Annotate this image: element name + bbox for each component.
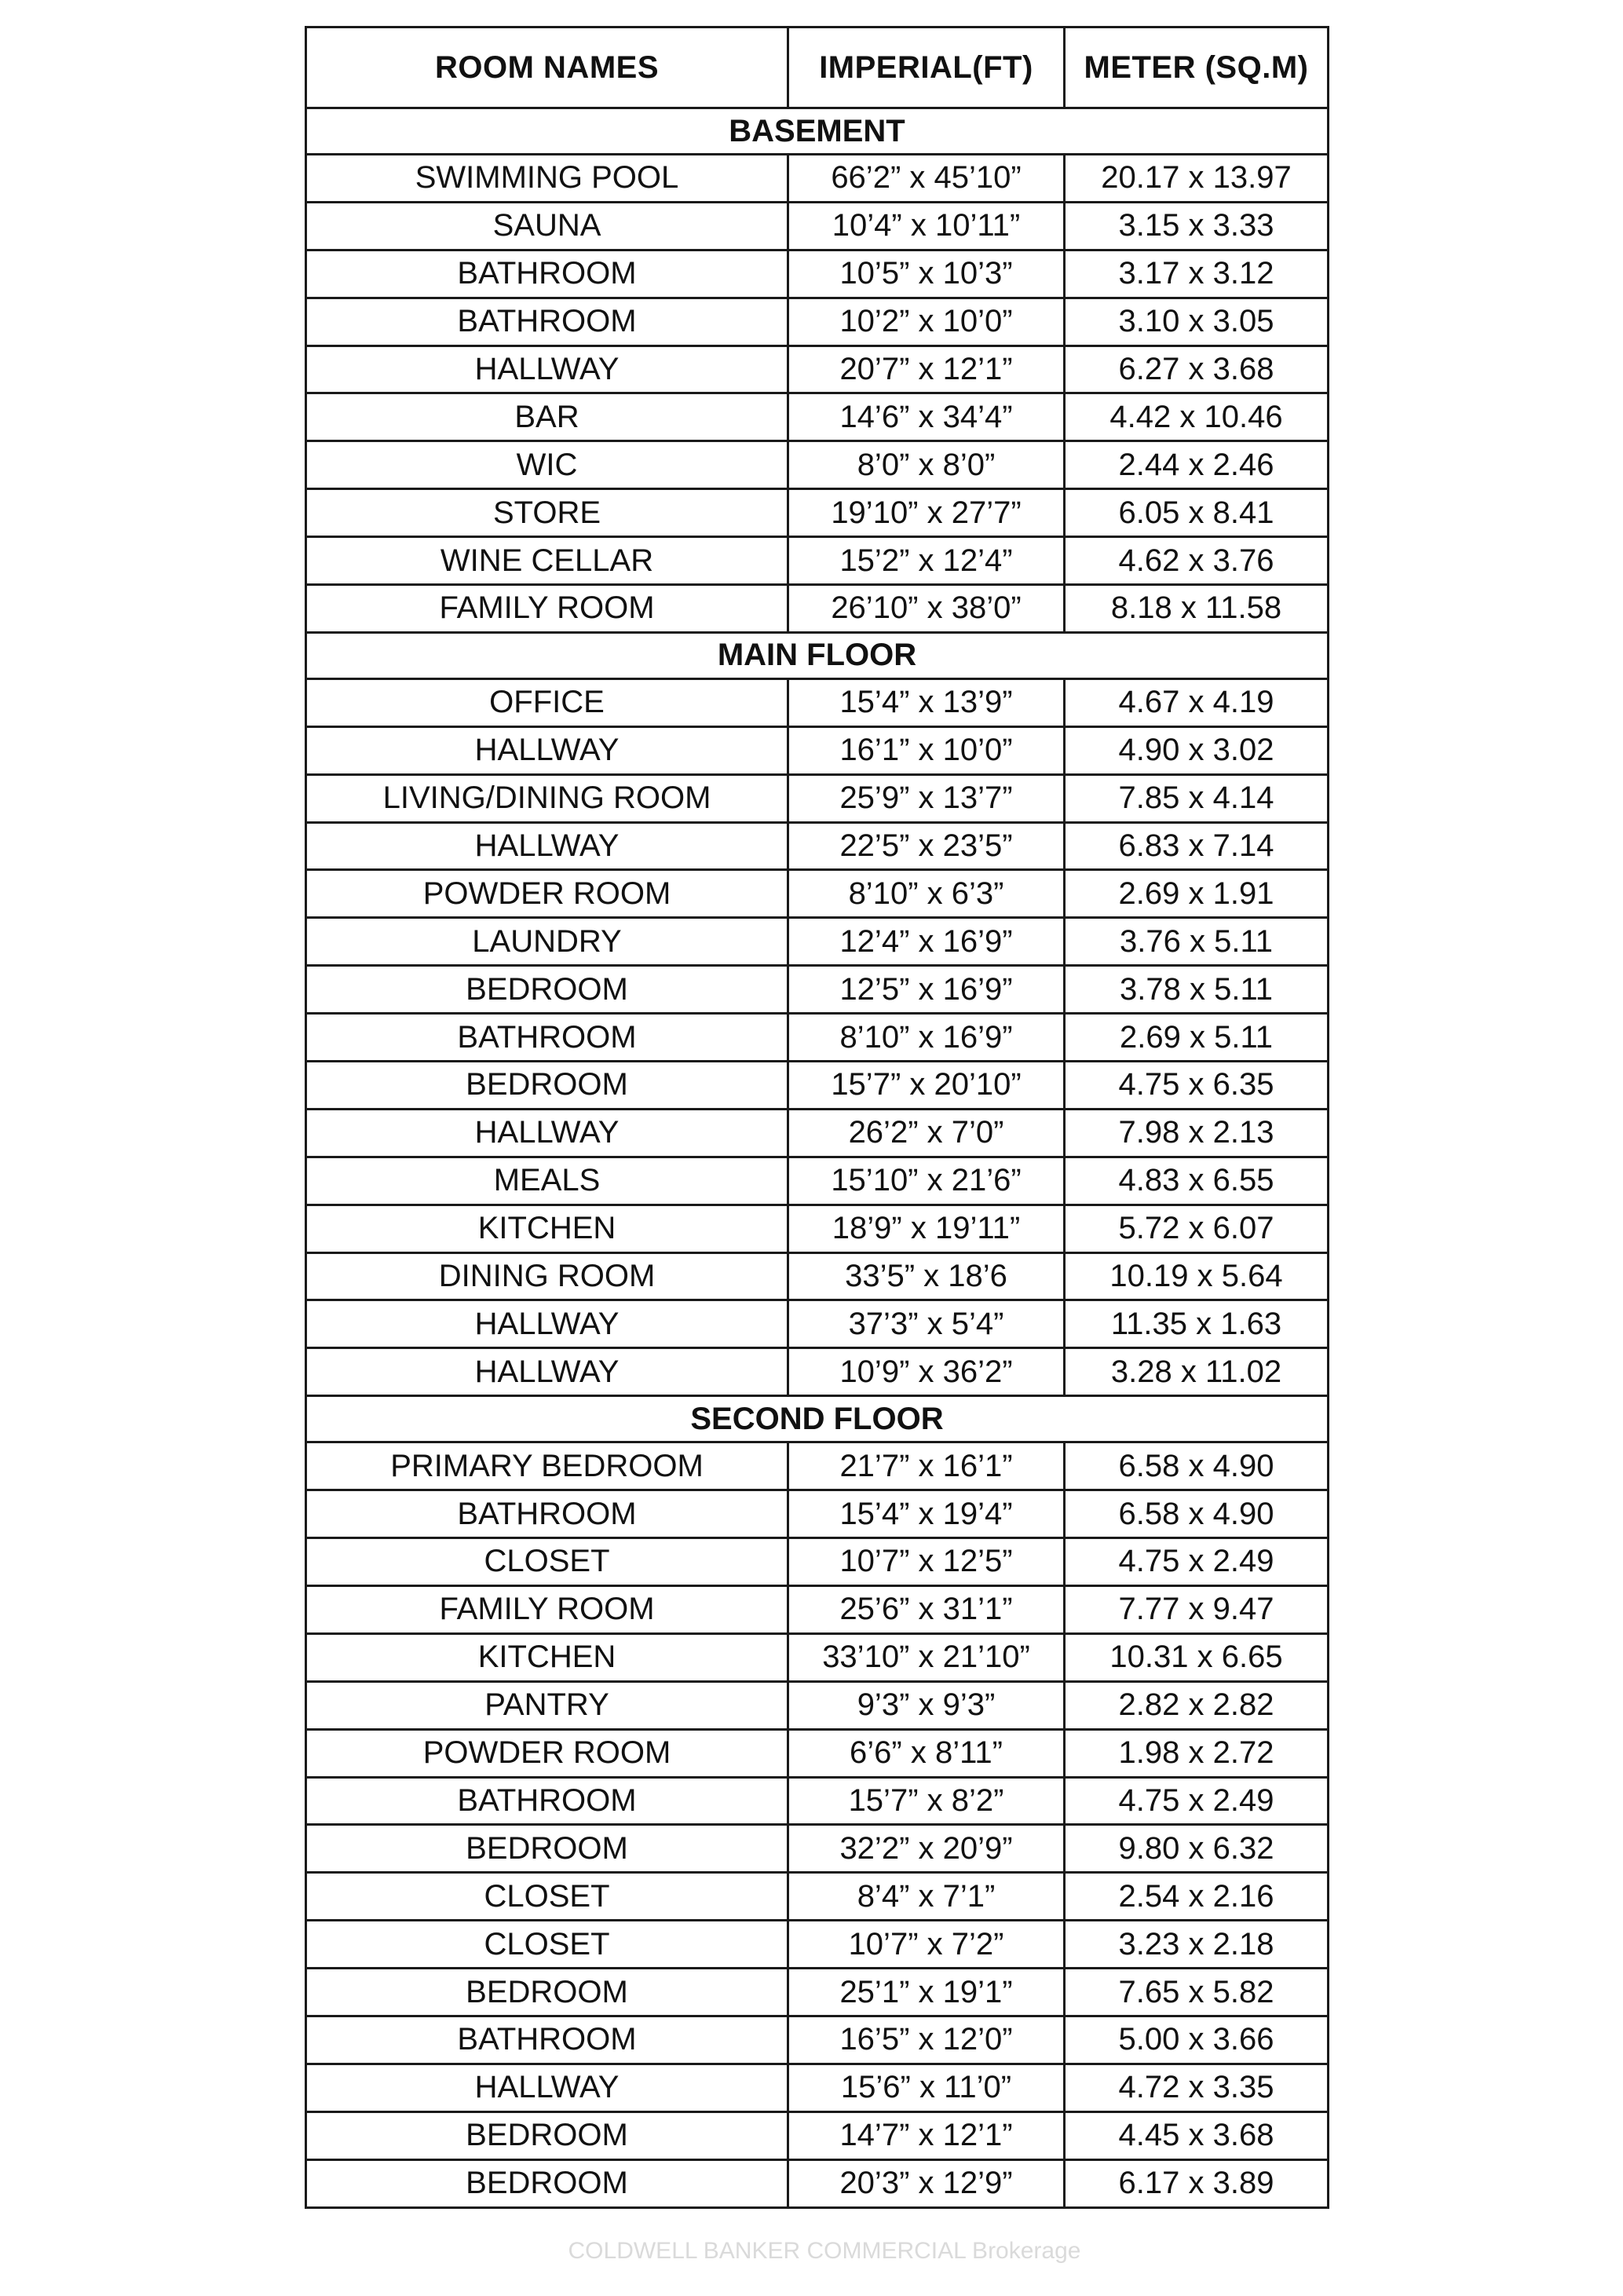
imperial-cell: 21’7” x 16’1” <box>788 1442 1065 1490</box>
section-row <box>306 632 1329 678</box>
table-row <box>306 202 1329 250</box>
meter-cell: 6.17 x 3.89 <box>1065 2159 1329 2207</box>
meter-cell: 7.77 x 9.47 <box>1065 1585 1329 1633</box>
table-row <box>306 2016 1329 2064</box>
room-name-cell: DINING ROOM <box>306 1252 788 1300</box>
table-row <box>306 489 1329 537</box>
room-name-cell: WINE CELLAR <box>306 537 788 585</box>
table-row <box>306 345 1329 393</box>
room-name-cell: HALLWAY <box>306 1109 788 1157</box>
room-name-cell: HALLWAY <box>306 726 788 774</box>
table-row <box>306 1729 1329 1777</box>
table-row <box>306 1442 1329 1490</box>
room-name-cell: POWDER ROOM <box>306 1729 788 1777</box>
room-name-cell: LAUNDRY <box>306 918 788 966</box>
imperial-cell: 15’6” x 11’0” <box>788 2064 1065 2111</box>
table-row <box>306 918 1329 966</box>
imperial-cell: 10’7” x 12’5” <box>788 1538 1065 1586</box>
room-name-cell: BATHROOM <box>306 1490 788 1538</box>
header-imperial: IMPERIAL(FT) <box>788 27 1065 108</box>
meter-cell: 7.65 x 5.82 <box>1065 1969 1329 2016</box>
meter-cell: 2.54 x 2.16 <box>1065 1873 1329 1921</box>
room-name-cell: BATHROOM <box>306 2016 788 2064</box>
meter-cell: 6.58 x 4.90 <box>1065 1442 1329 1490</box>
room-name-cell: WIC <box>306 441 788 489</box>
table-row <box>306 1490 1329 1538</box>
room-name-cell: HALLWAY <box>306 1300 788 1348</box>
table-row <box>306 1681 1329 1729</box>
table-row <box>306 298 1329 345</box>
imperial-cell: 15’7” x 20’10” <box>788 1062 1065 1110</box>
table-row <box>306 1969 1329 2016</box>
room-name-cell: KITCHEN <box>306 1633 788 1681</box>
imperial-cell: 25’9” x 13’7” <box>788 774 1065 822</box>
table-row <box>306 1205 1329 1252</box>
imperial-cell: 15’7” x 8’2” <box>788 1777 1065 1825</box>
meter-cell: 4.72 x 3.35 <box>1065 2064 1329 2111</box>
meter-cell: 4.75 x 6.35 <box>1065 1062 1329 1110</box>
table-row <box>306 155 1329 203</box>
meter-cell: 7.98 x 2.13 <box>1065 1109 1329 1157</box>
imperial-cell: 9’3” x 9’3” <box>788 1681 1065 1729</box>
imperial-cell: 15’4” x 19’4” <box>788 1490 1065 1538</box>
meter-cell: 3.76 x 5.11 <box>1065 918 1329 966</box>
table-row <box>306 2159 1329 2207</box>
room-name-cell: CLOSET <box>306 1538 788 1586</box>
meter-cell: 4.67 x 4.19 <box>1065 678 1329 726</box>
meter-cell: 4.75 x 2.49 <box>1065 1777 1329 1825</box>
table-row <box>306 441 1329 489</box>
meter-cell: 7.85 x 4.14 <box>1065 774 1329 822</box>
meter-cell: 5.72 x 6.07 <box>1065 1205 1329 1252</box>
imperial-cell: 10’9” x 36’2” <box>788 1348 1065 1396</box>
imperial-cell: 25’6” x 31’1” <box>788 1585 1065 1633</box>
table-row <box>306 1300 1329 1348</box>
meter-cell: 4.90 x 3.02 <box>1065 726 1329 774</box>
table-row <box>306 1014 1329 1062</box>
section-title: MAIN FLOOR <box>306 632 1329 678</box>
room-name-cell: FAMILY ROOM <box>306 1585 788 1633</box>
table-row <box>306 1109 1329 1157</box>
meter-cell: 4.75 x 2.49 <box>1065 1538 1329 1586</box>
room-name-cell: BEDROOM <box>306 2111 788 2159</box>
imperial-cell: 10’7” x 7’2” <box>788 1921 1065 1969</box>
imperial-cell: 16’1” x 10’0” <box>788 726 1065 774</box>
imperial-cell: 10’2” x 10’0” <box>788 298 1065 345</box>
room-name-cell: BATHROOM <box>306 298 788 345</box>
meter-cell: 4.45 x 3.68 <box>1065 2111 1329 2159</box>
meter-cell: 4.62 x 3.76 <box>1065 537 1329 585</box>
imperial-cell: 12’4” x 16’9” <box>788 918 1065 966</box>
table-row <box>306 1157 1329 1205</box>
meter-cell: 3.17 x 3.12 <box>1065 250 1329 298</box>
room-name-cell: BEDROOM <box>306 1062 788 1110</box>
room-name-cell: HALLWAY <box>306 822 788 870</box>
imperial-cell: 8’4” x 7’1” <box>788 1873 1065 1921</box>
meter-cell: 3.23 x 2.18 <box>1065 1921 1329 1969</box>
header-row <box>306 27 1329 108</box>
imperial-cell: 10’4” x 10’11” <box>788 202 1065 250</box>
room-name-cell: OFFICE <box>306 678 788 726</box>
meter-cell: 2.69 x 5.11 <box>1065 1014 1329 1062</box>
imperial-cell: 26’2” x 7’0” <box>788 1109 1065 1157</box>
watermark-text: COLDWELL BANKER COMMERCIAL Brokerage <box>568 2238 1081 2264</box>
room-name-cell: BEDROOM <box>306 1969 788 2016</box>
imperial-cell: 16’5” x 12’0” <box>788 2016 1065 2064</box>
meter-cell: 8.18 x 11.58 <box>1065 585 1329 633</box>
room-name-cell: HALLWAY <box>306 345 788 393</box>
table-row <box>306 1921 1329 1969</box>
section-row <box>306 108 1329 155</box>
meter-cell: 2.82 x 2.82 <box>1065 1681 1329 1729</box>
meter-cell: 1.98 x 2.72 <box>1065 1729 1329 1777</box>
section-title: BASEMENT <box>306 108 1329 155</box>
meter-cell: 3.28 x 11.02 <box>1065 1348 1329 1396</box>
imperial-cell: 66’2” x 45’10” <box>788 155 1065 203</box>
room-name-cell: HALLWAY <box>306 2064 788 2111</box>
meter-cell: 2.69 x 1.91 <box>1065 870 1329 918</box>
table-row <box>306 1585 1329 1633</box>
meter-cell: 3.78 x 5.11 <box>1065 966 1329 1014</box>
table-row <box>306 1777 1329 1825</box>
meter-cell: 11.35 x 1.63 <box>1065 1300 1329 1348</box>
room-name-cell: BEDROOM <box>306 1825 788 1873</box>
table-row <box>306 870 1329 918</box>
meter-cell: 10.19 x 5.64 <box>1065 1252 1329 1300</box>
imperial-cell: 15’10” x 21’6” <box>788 1157 1065 1205</box>
imperial-cell: 26’10” x 38’0” <box>788 585 1065 633</box>
room-name-cell: BAR <box>306 393 788 441</box>
section-row <box>306 1396 1329 1442</box>
table-body <box>306 27 1329 2208</box>
table-row <box>306 393 1329 441</box>
imperial-cell: 20’3” x 12’9” <box>788 2159 1065 2207</box>
room-name-cell: SWIMMING POOL <box>306 155 788 203</box>
room-dimensions-table <box>305 26 1329 2209</box>
meter-cell: 4.83 x 6.55 <box>1065 1157 1329 1205</box>
header-room-names: ROOM NAMES <box>306 27 788 108</box>
imperial-cell: 37’3” x 5’4” <box>788 1300 1065 1348</box>
room-name-cell: CLOSET <box>306 1921 788 1969</box>
table-row <box>306 1633 1329 1681</box>
imperial-cell: 33’10” x 21’10” <box>788 1633 1065 1681</box>
imperial-cell: 19’10” x 27’7” <box>788 489 1065 537</box>
meter-cell: 9.80 x 6.32 <box>1065 1825 1329 1873</box>
imperial-cell: 14’6” x 34’4” <box>788 393 1065 441</box>
room-name-cell: STORE <box>306 489 788 537</box>
table-row <box>306 1825 1329 1873</box>
room-name-cell: BATHROOM <box>306 1777 788 1825</box>
table-row <box>306 1062 1329 1110</box>
room-name-cell: MEALS <box>306 1157 788 1205</box>
room-name-cell: HALLWAY <box>306 1348 788 1396</box>
room-name-cell: SAUNA <box>306 202 788 250</box>
room-name-cell: CLOSET <box>306 1873 788 1921</box>
room-name-cell: BEDROOM <box>306 966 788 1014</box>
imperial-cell: 20’7” x 12’1” <box>788 345 1065 393</box>
section-title: SECOND FLOOR <box>306 1396 1329 1442</box>
meter-cell: 6.05 x 8.41 <box>1065 489 1329 537</box>
table-row <box>306 1252 1329 1300</box>
imperial-cell: 33’5” x 18’6 <box>788 1252 1065 1300</box>
imperial-cell: 14’7” x 12’1” <box>788 2111 1065 2159</box>
imperial-cell: 10’5” x 10’3” <box>788 250 1065 298</box>
room-name-cell: BATHROOM <box>306 250 788 298</box>
meter-cell: 10.31 x 6.65 <box>1065 1633 1329 1681</box>
imperial-cell: 22’5” x 23’5” <box>788 822 1065 870</box>
meter-cell: 2.44 x 2.46 <box>1065 441 1329 489</box>
table-row <box>306 537 1329 585</box>
room-name-cell: BEDROOM <box>306 2159 788 2207</box>
imperial-cell: 18’9” x 19’11” <box>788 1205 1065 1252</box>
meter-cell: 6.58 x 4.90 <box>1065 1490 1329 1538</box>
table-row <box>306 678 1329 726</box>
meter-cell: 6.83 x 7.14 <box>1065 822 1329 870</box>
table-row <box>306 774 1329 822</box>
room-name-cell: FAMILY ROOM <box>306 585 788 633</box>
imperial-cell: 8’10” x 6’3” <box>788 870 1065 918</box>
meter-cell: 4.42 x 10.46 <box>1065 393 1329 441</box>
imperial-cell: 8’0” x 8’0” <box>788 441 1065 489</box>
meter-cell: 5.00 x 3.66 <box>1065 2016 1329 2064</box>
room-name-cell: PANTRY <box>306 1681 788 1729</box>
meter-cell: 6.27 x 3.68 <box>1065 345 1329 393</box>
table-row <box>306 2111 1329 2159</box>
table-row <box>306 966 1329 1014</box>
room-name-cell: PRIMARY BEDROOM <box>306 1442 788 1490</box>
room-name-cell: KITCHEN <box>306 1205 788 1252</box>
meter-cell: 20.17 x 13.97 <box>1065 155 1329 203</box>
table-row <box>306 1348 1329 1396</box>
table-row <box>306 1538 1329 1586</box>
room-name-cell: BATHROOM <box>306 1014 788 1062</box>
table-row <box>306 250 1329 298</box>
table-row <box>306 2064 1329 2111</box>
table-row <box>306 585 1329 633</box>
table-row <box>306 822 1329 870</box>
imperial-cell: 32’2” x 20’9” <box>788 1825 1065 1873</box>
room-name-cell: LIVING/DINING ROOM <box>306 774 788 822</box>
imperial-cell: 25’1” x 19’1” <box>788 1969 1065 2016</box>
imperial-cell: 8’10” x 16’9” <box>788 1014 1065 1062</box>
table-row <box>306 1873 1329 1921</box>
meter-cell: 3.15 x 3.33 <box>1065 202 1329 250</box>
header-meter: METER (SQ.M) <box>1065 27 1329 108</box>
imperial-cell: 15’2” x 12’4” <box>788 537 1065 585</box>
table-row <box>306 726 1329 774</box>
imperial-cell: 12’5” x 16’9” <box>788 966 1065 1014</box>
meter-cell: 3.10 x 3.05 <box>1065 298 1329 345</box>
imperial-cell: 6’6” x 8’11” <box>788 1729 1065 1777</box>
room-name-cell: POWDER ROOM <box>306 870 788 918</box>
imperial-cell: 15’4” x 13’9” <box>788 678 1065 726</box>
